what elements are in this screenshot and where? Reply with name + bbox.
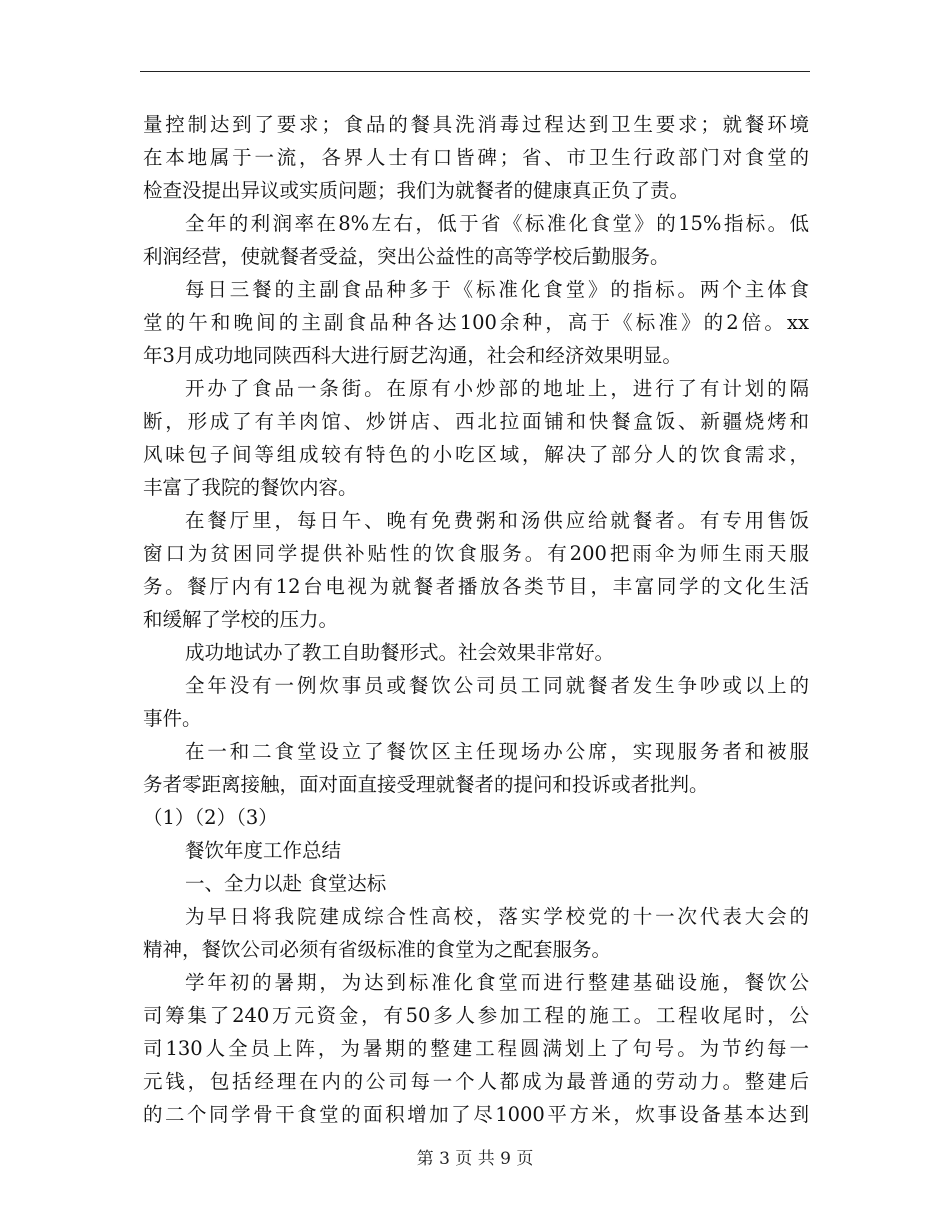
text-line: 务。餐厅内有12台电视为就餐者播放各类节目，丰富同学的文化生活: [143, 575, 809, 598]
text-line: 量控制达到了要求；食品的餐具洗消毒过程达到卫生要求；就餐环境: [143, 113, 809, 136]
text-line: 开办了食品一条街。在原有小炒部的地址上，进行了有计划的隔: [185, 377, 809, 400]
text-line: 成功地试办了教工自助餐形式。社会效果非常好。: [185, 641, 615, 664]
text-line: 窗口为贫困同学提供补贴性的饮食服务。有200把雨伞为师生雨天服: [143, 542, 809, 565]
text-line: （1）（2）（3）: [143, 806, 278, 829]
text-line: 年3月成功地同陕西科大进行厨艺沟通，社会和经济效果明显。: [143, 344, 682, 367]
text-line: 精神，餐饮公司必须有省级标准的食堂为之配套服务。: [143, 938, 612, 961]
text-line: 每日三餐的主副食品种多于《标准化食堂》的指标。两个主体食: [185, 278, 809, 301]
text-line: 务者零距离接触，面对面直接受理就餐者的提问和投诉或者批判。: [143, 773, 709, 796]
text-line: 断，形成了有羊肉馆、炒饼店、西北拉面铺和快餐盒饭、新疆烧烤和: [143, 410, 809, 433]
text-line: 风味包子间等组成较有特色的小吃区域，解决了部分人的饮食需求，: [143, 443, 809, 466]
text-line: 司130人全员上阵，为暑期的整建工程圆满划上了句号。为节约每一: [143, 1037, 809, 1060]
footer-suffix: 页: [516, 1149, 534, 1169]
text-line: 司筹集了240万元资金，有50多人参加工程的施工。工程收尾时，公: [143, 1004, 809, 1027]
document-body: [143, 108, 809, 1131]
text-line: 为早日将我院建成综合性高校，落实学校党的十一次代表大会的: [185, 905, 809, 928]
text-line: 元钱，包括经理在内的公司每一个人都成为最普通的劳动力。整建后: [143, 1070, 809, 1093]
text-line: 和缓解了学校的压力。: [143, 608, 339, 631]
page-footer: [0, 1147, 950, 1171]
text-line: 在餐厅里，每日午、晚有免费粥和汤供应给就餐者。有专用售饭: [185, 509, 809, 532]
text-line: 在本地属于一流，各界人士有口皆碑；省、市卫生行政部门对食堂的: [143, 146, 809, 169]
text-line: 利润经营，使就餐者受益，突出公益性的高等学校后勤服务。: [143, 245, 670, 268]
header-rule: [140, 71, 810, 72]
text-line: 丰富了我院的餐饮内容。: [143, 476, 358, 499]
text-line: 在一和二食堂设立了餐饮区主任现场办公席，实现服务者和被服: [185, 740, 809, 763]
footer-prefix: 第: [416, 1149, 434, 1169]
footer-middle: 页 共: [455, 1149, 495, 1169]
text-line: 堂的午和晚间的主副食品种各达100余种，高于《标准》的2倍。xx: [143, 311, 809, 334]
text-line: 全年的利润率在8%左右，低于省《标准化食堂》的15%指标。低: [185, 212, 809, 235]
text-line: 检查没提出异议或实质问题；我们为就餐者的健康真正负了责。: [143, 179, 690, 202]
text-line: 一、全力以赴 食堂达标: [185, 872, 387, 895]
footer-total-pages: 9: [500, 1149, 511, 1169]
text-line: 餐饮年度工作总结: [185, 839, 342, 862]
footer-current-page: 3: [439, 1149, 450, 1169]
text-line: 事件。: [143, 707, 202, 730]
text-line: 全年没有一例炊事员或餐饮公司员工同就餐者发生争吵或以上的: [185, 674, 809, 697]
text-line: 的二个同学骨干食堂的面积增加了尽1000平方米，炊事设备基本达到: [143, 1103, 809, 1126]
text-line: 学年初的暑期，为达到标准化食堂而进行整建基础设施，餐饮公: [185, 971, 809, 994]
